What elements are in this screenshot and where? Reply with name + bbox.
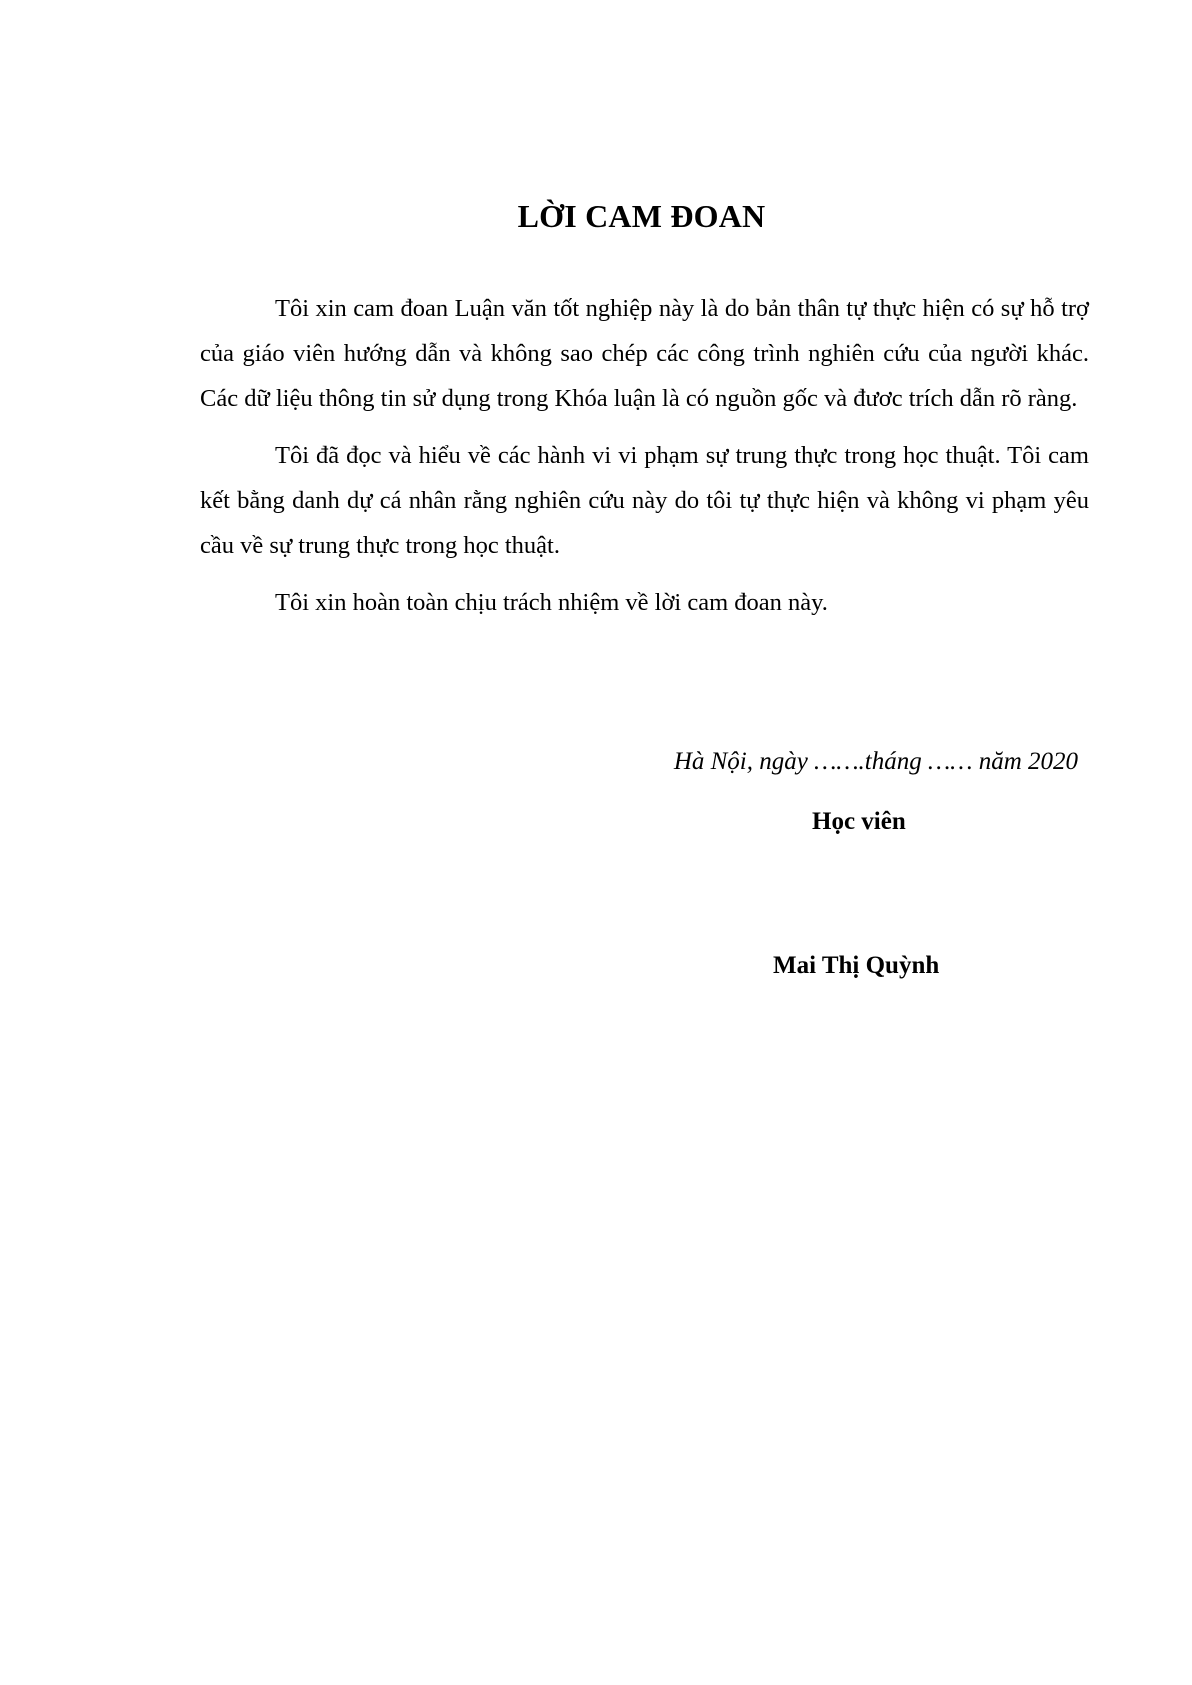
page-title: LỜI CAM ĐOAN — [517, 198, 766, 234]
signer-name: Mai Thị Quỳnh — [773, 952, 940, 979]
declaration-body — [200, 286, 1089, 637]
paragraph-3: Tôi xin hoàn toàn chịu trách nhiệm về lời cam đoan này. — [275, 589, 828, 616]
paragraph-1: Tôi xin cam đoan Luận văn tốt nghiệp này là do bản thân tự thực hiện có sự hỗ trợ của giáo viên hướng dẫn và không sao chép các công trình nghiên cứu của người khác. Các dữ liệu thông tin sử dụng trong Khóa luận là có nguồn gốc và đươc trích dẫn rõ ràng. — [200, 295, 1089, 412]
paragraph-2: Tôi đã đọc và hiểu về các hành vi vi phạm sự trung thực trong học thuật. Tôi cam kết bằng danh dự cá nhân rằng nghiên cứu này do tôi tự thực hiện và không vi phạm yêu cầu về sự trung thực trong học thuật. — [200, 442, 1089, 559]
signer-role: Học viên — [812, 808, 906, 835]
place-date-line: Hà Nội, ngày …….tháng …… năm 2020 — [673, 748, 1078, 775]
